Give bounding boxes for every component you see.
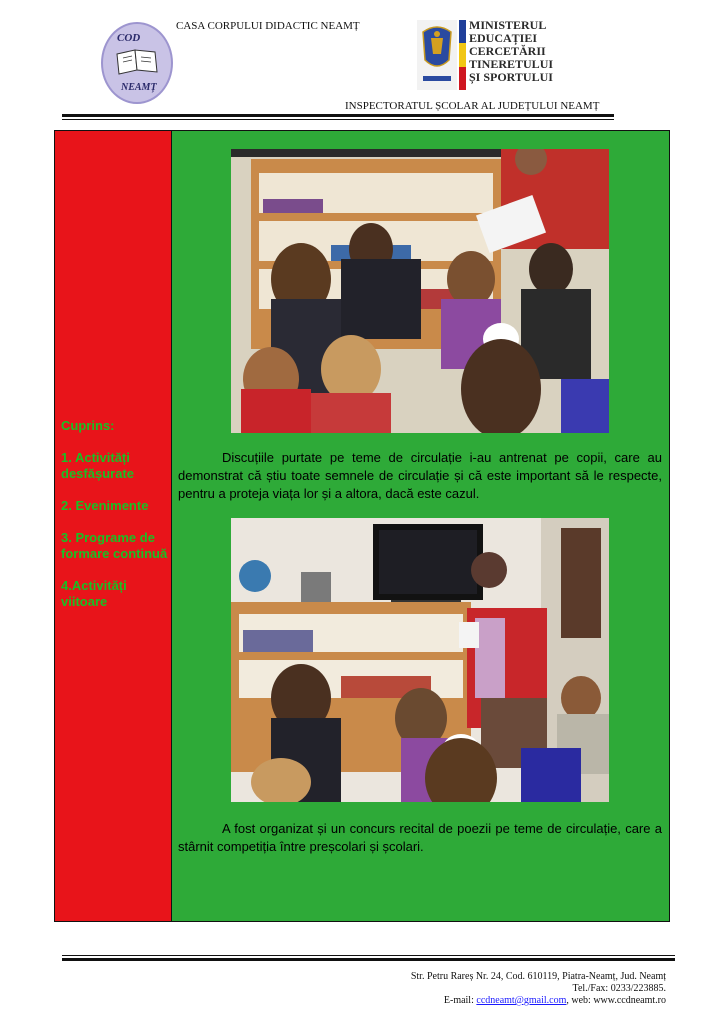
org-title: CASA CORPULUI DIDACTIC NEAMȚ — [176, 20, 360, 32]
table-of-contents — [61, 418, 169, 610]
paragraph-discussions — [178, 449, 662, 503]
book-icon — [115, 48, 159, 76]
footer-email-line — [411, 995, 666, 1007]
ministry-line: MINISTERUL — [469, 18, 547, 32]
inspectorate-title: INSPECTORATUL ȘCOLAR AL JUDEȚULUI NEAMȚ — [345, 100, 600, 112]
footer-divider — [62, 958, 675, 961]
ccd-neamt-logo — [101, 22, 173, 104]
ministry-line: EDUCAȚIEI — [469, 31, 538, 45]
photo-poetry-contest — [231, 518, 609, 802]
logo-text-cod: COD — [117, 32, 141, 44]
romania-coat-of-arms-icon — [417, 20, 457, 90]
logo-text-neamt: NEAMȚ — [121, 82, 157, 93]
email-label: E-mail: — [443, 995, 474, 1006]
toc-item-evenimente[interactable]: 2. Evenimente — [61, 498, 149, 513]
paragraph-text: A fost organizat și un concurs recital de poezii pe teme de circulație, care a stârnit competiția între preșcolari și școlari. — [178, 821, 662, 854]
footer-phone: Tel./Fax: 0233/223885. — [572, 983, 666, 994]
footer-contact — [411, 971, 666, 1007]
footer-divider-thin — [62, 955, 675, 956]
ministry-line: ȘI SPORTULUI — [469, 70, 553, 84]
photo-children-reading — [231, 149, 609, 433]
header-divider-thin — [62, 119, 614, 120]
ministry-line: CERCETĂRII — [469, 44, 546, 58]
toc-item-activitati[interactable]: 1. Activități desfășurate — [61, 450, 134, 481]
toc-item-viitoare[interactable]: 4.Activități viitoare — [61, 578, 127, 609]
paragraph-text: Discuțiile purtate pe teme de circulație i-au antrenat pe copii, care au demonstrat că știu toate semnele de circulație și că este important să le respecte, pentru a proteja viața lor și a altora, dacă este cazul. — [178, 450, 662, 501]
toc-item-programe[interactable]: 3. Programe de formare continuă — [61, 530, 168, 561]
ministry-line: TINERETULUI — [469, 57, 554, 71]
footer-address: Str. Petru Rareș Nr. 24, Cod. 610119, Piatra-Neamț, Jud. Neamț — [410, 971, 666, 982]
flag-stripes-icon — [459, 20, 466, 90]
email-link[interactable]: ccdneamt@gmail.com — [476, 995, 567, 1006]
paragraph-contest — [178, 820, 662, 856]
header-divider — [62, 114, 614, 117]
ministry-name — [469, 18, 554, 84]
web-text: , web: www.ccdneamt.ro — [566, 995, 666, 1006]
toc-title: Cuprins: — [61, 418, 115, 433]
